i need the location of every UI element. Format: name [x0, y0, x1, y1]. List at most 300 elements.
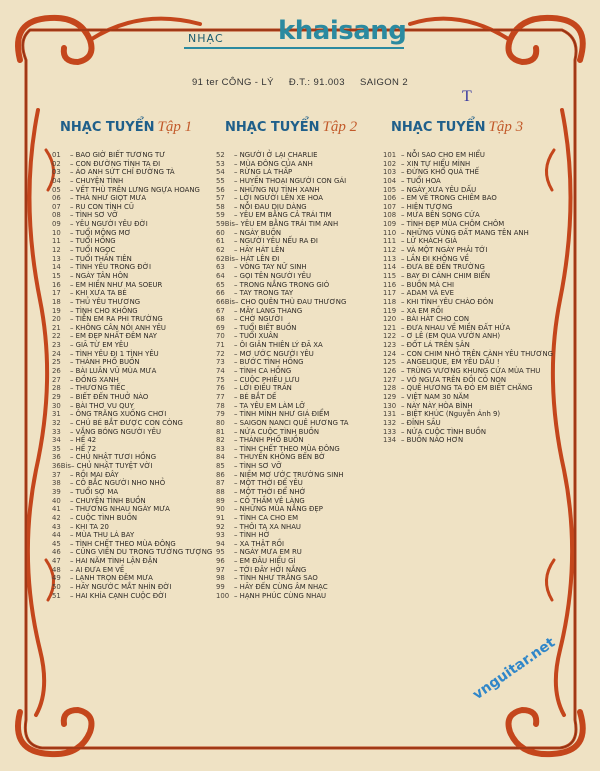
song-item: 13 – TUỔI THẦN TIÊN: [52, 254, 132, 263]
song-title: CŨNG VIỀN DU TRONG TƯỞNG TƯỢNG: [75, 548, 213, 557]
song-title: CHỦ NHẬT TUYỆT VỜI: [76, 462, 153, 471]
song-title: BAY ĐI CÁNH CHIM BIỂN: [406, 271, 490, 280]
song-number: 38: [52, 479, 61, 488]
song-number: 15: [52, 271, 61, 280]
song-title: NỖI SAO CHO EM HIỂU: [406, 151, 485, 159]
song-title: TÌNH ĐẸP MÙA CHÔM CHÔM: [406, 220, 505, 229]
song-number: 89: [216, 496, 225, 505]
song-title: ĐỈNH SẦU: [406, 418, 441, 427]
song-item: 41 – THƯƠNG NHAU NGÀY MƯA: [52, 505, 170, 514]
song-number: 112: [383, 246, 397, 255]
song-title: BÀI HÁT CHO CON: [406, 315, 470, 324]
song-title: HIỆN TƯỢNG: [406, 202, 453, 211]
song-number: 55: [216, 176, 225, 185]
song-title: KHÔNG CÂN NÓI ANH YÊU: [75, 323, 166, 332]
song-number: 86: [216, 470, 225, 479]
song-title: TA YÊU EM LÀM LỠ: [239, 401, 306, 410]
song-number: 115: [383, 271, 397, 280]
song-number: 95: [216, 548, 225, 557]
song-item: 80 – SAIGON NANCI QUÊ HƯƠNG TA: [216, 418, 349, 427]
song-title: XA EM RỒI: [406, 306, 443, 315]
logo-prefix: NHẠC: [188, 32, 224, 45]
song-title: HAI KHÍA CẠNH CUỘC ĐỜI: [75, 591, 167, 600]
song-item: 106 – EM VỀ TRONG CHIÊM BAO: [383, 194, 497, 203]
song-list-tap-2: [216, 151, 349, 600]
song-item: 51 – HAI KHÍA CẠNH CUỘC ĐỜI: [52, 591, 167, 600]
song-title: VÀ MỘT NGÀY PHẢI TỚI: [406, 246, 488, 255]
song-number: 63: [216, 263, 225, 272]
song-title: TIỄN EM RA PHI TRƯỜNG: [75, 315, 163, 324]
song-number: 36: [52, 453, 61, 462]
song-item: 88 – MỘT THỜI ĐỂ NHỚ: [216, 487, 306, 496]
song-title: ANGELIQUE, EM YÊU DẤU !: [406, 358, 500, 367]
song-item: 113 – LẦN ĐI KHÔNG VỀ: [383, 254, 469, 263]
song-title: THÀNH PHỐ BUỒN: [75, 358, 140, 367]
song-title: TUỔI HOA: [406, 176, 441, 185]
song-number: 110: [383, 228, 397, 237]
song-number: 104: [383, 176, 397, 185]
song-title: TUỔI NGỌC: [75, 246, 116, 255]
song-item: 14 – TÌNH YÊU TRONG ĐỜI: [52, 263, 151, 272]
song-item: 26 – BÀI LUÂN VŨ MÙA MƯA: [52, 367, 157, 376]
song-item: 67 – MÂY LANG THANG: [216, 306, 303, 315]
song-number: 82: [216, 436, 225, 445]
song-item: 94 – XA THẬT RỒI: [216, 539, 285, 548]
song-title: CON CHIM NHỎ TRÊN CÀNH YÊU THƯƠNG: [406, 349, 553, 358]
song-number: 37: [52, 470, 61, 479]
song-title: NỖI ĐAU DỊU DÀNG: [239, 202, 307, 211]
song-title: THƯƠNG TIẾC: [75, 384, 126, 393]
song-number: 123: [383, 341, 397, 350]
song-number: 102: [383, 159, 397, 168]
song-item: 102 – XIN TỰ HIỂU MÌNH: [383, 159, 471, 168]
song-title: ĐƯA NHAU VỀ MIỀN ĐẤT HỨA: [406, 323, 511, 332]
song-number: 126: [383, 367, 397, 376]
song-title: ÔI GIÂN THIÊN LÝ ĐÃ XA: [239, 341, 323, 350]
song-number: 101: [383, 151, 397, 159]
song-item: 68 – CHỜ NGƯỜI: [216, 315, 283, 324]
song-item: 59 – YÊU EM BẰNG CẢ TRÁI TIM: [216, 211, 332, 220]
song-number: 01: [52, 151, 61, 159]
song-number: 65: [216, 280, 225, 289]
song-title: VIỆT NAM 30 NĂM: [406, 392, 469, 401]
song-item: 97 – TỚI ĐÂY HỞI NẮNG: [216, 565, 307, 574]
song-number: 96: [216, 557, 225, 566]
song-number: 09: [52, 220, 61, 229]
song-item: 40 – CHUYỆN TÌNH BUỒN: [52, 496, 146, 505]
song-item: 60 – NGÀY BUỒN: [216, 228, 282, 237]
address-city: SAIGON 2: [359, 77, 409, 88]
song-title: ĐỪNG KHỔ QUÁ THẾ: [406, 168, 480, 177]
publisher-logo: [178, 16, 410, 60]
publisher-address: [0, 77, 600, 88]
song-number: 72: [216, 349, 225, 358]
song-title: THUYỀN KHÔNG BẾN BỜ: [239, 453, 326, 462]
song-item: 129 – VIỆT NAM 30 NĂM: [383, 392, 469, 401]
song-number: 87: [216, 479, 225, 488]
song-item: 66 – TAY TRONG TAY: [216, 289, 294, 298]
song-number: 44: [52, 531, 61, 540]
song-item: 128 – QUÊ HƯƠNG TA ĐÓ EM BIẾT CHĂNG: [383, 384, 533, 393]
song-title: TÌNH CHẾT THEO MÙA ĐÔNG: [239, 444, 340, 453]
song-item: 30 – BÀI THƠ VU QUY: [52, 401, 134, 410]
song-item: 82 – THÀNH PHỐ BUỒN: [216, 436, 304, 445]
song-number: 121: [383, 323, 397, 332]
song-number: 39: [52, 487, 61, 496]
song-item: 99 – HÃY ĐẾN CÙNG ÂM NHẠC: [216, 583, 328, 592]
song-number: 47: [52, 557, 61, 566]
song-title: EM ĐẸP NHẤT ĐÊM NAY: [75, 332, 157, 341]
song-item: 108 – MƯA BÊN SONG CỬA: [383, 211, 480, 220]
song-item: 39 – TUỔI SỢ MA: [52, 487, 119, 496]
song-title: CUỘC PHIÊU LƯU: [239, 375, 300, 384]
song-number: 130: [383, 401, 397, 410]
song-number: 46: [52, 548, 61, 557]
song-number: 66Bis: [216, 297, 235, 306]
song-item: 23 – GIÃ TỪ EM YÊU: [52, 341, 129, 350]
song-item: 04 – CHUYỆN TÌNH: [52, 176, 124, 185]
site-watermark: vnguitar.net: [470, 634, 559, 704]
song-number: 77: [216, 392, 225, 401]
song-number: 133: [383, 427, 397, 436]
song-number: 117: [383, 289, 397, 298]
song-item: 35 – HẾ 72: [52, 444, 97, 453]
song-item: 34 – HẾ 42: [52, 436, 97, 445]
song-title: TÌNH MÌNH NHƯ GIÁ ĐIỂM: [239, 410, 330, 419]
song-title: BIẾT ĐẾN THUỞ NÀO: [75, 392, 149, 401]
song-title: KHI XƯA TA BÉ: [75, 289, 127, 298]
song-list-tap-1: [52, 151, 212, 600]
song-item: 122 – Ơ LÊ (EM QUA VƯỜN ANH): [383, 332, 501, 341]
song-title: RU CON TÌNH CŨ: [75, 202, 134, 211]
song-item: 98 – TÌNH NHƯ TRĂNG SAO: [216, 574, 318, 583]
song-title: HUYỀN THOẠI NGƯỜI CON GÁI: [239, 176, 347, 185]
song-title: HẠNH PHÚC CÙNG NHAU: [239, 591, 327, 600]
song-item: 121 – ĐƯA NHAU VỀ MIỀN ĐẤT HỨA: [383, 323, 511, 332]
song-title: TÌNH YÊU TRONG ĐỜI: [75, 263, 151, 272]
song-number: 68: [216, 315, 225, 324]
song-item: 28 – THƯƠNG TIẾC: [52, 384, 126, 393]
song-item: 72 – MƠ ƯỚC NGƯỜI YÊU: [216, 349, 314, 358]
song-item: 133 – NỬA CUỘC TÌNH BUỒN: [383, 427, 487, 436]
song-title: EM HIỀN NHƯ MA SOEUR: [75, 280, 163, 289]
heading-tap-2: NHẠC TUYỂN Tập 2: [225, 119, 358, 135]
song-number: 76: [216, 384, 225, 393]
song-title: VẮNG BÓNG NGƯỜI YÊU: [75, 427, 161, 436]
song-number: 31: [52, 410, 61, 419]
song-item: 33 – VẮNG BÓNG NGƯỜI YÊU: [52, 427, 161, 436]
song-title: NÀY NÀY HÒA BÌNH: [406, 401, 473, 410]
song-title: BƯỚC TÌNH HỒNG: [239, 358, 304, 367]
song-title: TÌNH SƠ VỠ: [75, 211, 119, 220]
song-title: TAY TRONG TAY: [239, 289, 294, 298]
song-item: 125 – ANGELIQUE, EM YÊU DẤU !: [383, 358, 500, 367]
song-number: 43: [52, 522, 61, 531]
song-number: 50: [52, 583, 61, 592]
song-item: 10 – TUỔI MỘNG MƠ: [52, 228, 131, 237]
song-number: 10: [52, 228, 61, 237]
song-number: 11: [52, 237, 61, 246]
song-title: VẾT THÙ TRÊN LƯNG NGỰA HOANG: [75, 185, 200, 194]
song-number: 122: [383, 332, 397, 341]
song-title: MÙA THU LÁ BAY: [75, 531, 135, 540]
song-item: 119 – XA EM RỒI: [383, 306, 443, 315]
song-item: 53 – MÙA ĐÔNG CỦA ANH: [216, 159, 313, 168]
song-title: GỌI TÊN NGƯỜI YÊU: [239, 271, 312, 280]
song-title: NGÀY BUỒN: [239, 228, 282, 237]
song-title: TÌNH HỞ: [239, 531, 270, 540]
song-number: 116: [383, 280, 397, 289]
song-number: 16: [52, 280, 61, 289]
song-number: 52: [216, 151, 225, 159]
song-number: 20: [52, 315, 61, 324]
song-item: 05 – VẾT THÙ TRÊN LƯNG NGỰA HOANG: [52, 185, 200, 194]
song-item: 124 – CON CHIM NHỎ TRÊN CÀNH YÊU THƯƠNG: [383, 349, 553, 358]
song-number: 53: [216, 159, 225, 168]
song-list-tap-3: [383, 151, 553, 445]
song-item: 06 – THÀ NHƯ GIỌT MƯA: [52, 194, 147, 203]
heading-tap-3: NHẠC TUYỂN Tập 3: [391, 119, 524, 135]
song-number: 29: [52, 392, 61, 401]
song-title: TỚI ĐÂY HỞI NẮNG: [239, 565, 307, 574]
song-title: NGƯỜI Ở LẠI CHARLIE: [239, 151, 318, 159]
song-item: 66Bis– CHO QUÊN THÙ ĐAU THƯƠNG: [216, 297, 347, 306]
song-title: AI ĐƯA EM VỀ: [75, 565, 125, 574]
song-title: BÀI THƠ VU QUY: [75, 401, 134, 410]
song-number: 22: [52, 332, 61, 341]
song-item: 117 – ADAM VÀ EVE: [383, 289, 454, 298]
song-number: 70: [216, 332, 225, 341]
song-title: HÃY HÁT LÊN: [239, 246, 285, 255]
song-item: 90 – NHỮNG MÙA NẮNG ĐẸP: [216, 505, 323, 514]
song-number: 62Bis: [216, 254, 235, 263]
song-title: NHỮNG NỤ TÌNH XANH: [239, 185, 320, 194]
song-number: 90: [216, 505, 225, 514]
song-title: TÌNH SƠ VỠ: [239, 462, 283, 471]
song-title: MƯA BÊN SONG CỬA: [406, 211, 480, 220]
song-item: 93 – TÌNH HỞ: [216, 531, 270, 540]
song-item: 112 – VÀ MỘT NGÀY PHẢI TỚI: [383, 246, 488, 255]
song-number: 98: [216, 574, 225, 583]
song-item: 114 – ĐƯA BÉ ĐẾN TRƯỜNG: [383, 263, 485, 272]
song-item: 02 – CON ĐƯỜNG TÌNH TA ĐI: [52, 159, 161, 168]
song-title: TRONG NẮNG TRONG GIÓ: [239, 280, 330, 289]
song-number: 28: [52, 384, 61, 393]
song-number: 34: [52, 436, 61, 445]
song-number: 13: [52, 254, 61, 263]
song-number: 124: [383, 349, 397, 358]
song-title: MỘT THỜI ĐỂ YÊU: [239, 479, 303, 488]
song-item: 91 – TÌNH CA CHO EM: [216, 513, 299, 522]
song-number: 120: [383, 315, 397, 324]
song-number: 07: [52, 202, 61, 211]
song-number: 03: [52, 168, 61, 177]
song-number: 100: [216, 591, 230, 600]
song-item: 44 – MÙA THU LÁ BAY: [52, 531, 135, 540]
song-number: 80: [216, 418, 225, 427]
song-title: MÂY LANG THANG: [239, 306, 303, 315]
song-title: TUỔI SỢ MA: [75, 487, 119, 496]
song-title: TÌNH CA HỒNG: [239, 367, 292, 376]
song-number: 134: [383, 436, 397, 445]
song-item: 118 – KHI TÌNH YÊU CHÀO ĐÓN: [383, 297, 494, 306]
song-item: 21 – KHÔNG CÂN NÓI ANH YÊU: [52, 323, 166, 332]
song-number: 131: [383, 410, 397, 419]
song-number: 74: [216, 367, 225, 376]
song-title: NGÀY MƯA EM RU: [239, 548, 302, 557]
song-number: 35: [52, 444, 61, 453]
song-title: XA THẬT RỒI: [239, 539, 285, 548]
song-title: BÀI LUÂN VŨ MÙA MƯA: [75, 367, 157, 376]
song-number: 64: [216, 271, 225, 280]
song-title: Ơ LÊ (EM QUA VƯỜN ANH): [406, 332, 501, 341]
song-title: BIỆT KHÚC (Nguyễn Ánh 9): [406, 410, 501, 419]
song-item: 12 – TUỔI NGỌC: [52, 246, 116, 255]
song-title: TÌNH NHƯ TRĂNG SAO: [239, 574, 318, 583]
song-title: CÔ BẮC NGƯỜI NHO NHỎ: [75, 479, 166, 488]
logo-brand: khaisang: [278, 16, 407, 46]
song-number: 19: [52, 306, 61, 315]
song-title: NGƯỜI YÊU NẾU RA ĐI: [239, 237, 318, 246]
song-item: 29 – BIẾT ĐẾN THUỞ NÀO: [52, 392, 149, 401]
song-title: BÉ BẮT DẾ: [239, 392, 277, 401]
song-item: 19 – TÌNH CHO KHÔNG: [52, 306, 138, 315]
song-number: 105: [383, 185, 397, 194]
song-number: 24: [52, 349, 61, 358]
song-title: QUÊ HƯƠNG TA ĐÓ EM BIẾT CHĂNG: [406, 384, 533, 393]
song-number: 59: [216, 211, 225, 220]
song-title: HÃY ĐẾN CÙNG ÂM NHẠC: [239, 583, 328, 592]
song-number: 49: [52, 574, 61, 583]
song-item: 43 – KHI TA 20: [52, 522, 109, 531]
song-item: 59Bis– YÊU EM BẰNG TRÁI TIM ANH: [216, 220, 339, 229]
song-number: 92: [216, 522, 225, 531]
song-item: 86 – NIỀM MƠ ƯỚC TRƯỜNG SINH: [216, 470, 344, 479]
song-title: RỪNG LÁ THẤP: [239, 168, 293, 177]
song-title: LẦN ĐI KHÔNG VỀ: [406, 254, 469, 263]
song-title: LỜI ĐIỀU TRẦN: [239, 384, 292, 393]
song-number: 51: [52, 591, 61, 600]
song-number: 81: [216, 427, 225, 436]
song-title: MƠ ƯỚC NGƯỜI YÊU: [239, 349, 314, 358]
song-title: CHỜ NGƯỜI: [239, 315, 283, 324]
song-title: KHI TA 20: [75, 522, 109, 531]
song-item: 81 – NỬA CUỘC TÌNH BUỒN: [216, 427, 320, 436]
song-title: GIÃ TỪ EM YÊU: [75, 341, 129, 350]
song-title: TUỔI BIẾT BUỒN: [239, 323, 297, 332]
song-title: TUỔI MỘNG MƠ: [75, 228, 131, 237]
song-number: 114: [383, 263, 397, 272]
song-item: 134 – BUỒN NÀO HƠN: [383, 436, 464, 445]
song-item: 38 – CÔ BẮC NGƯỜI NHO NHỎ: [52, 479, 166, 488]
song-item: 57 – LỜI NGƯỜI LÊN XE HOA: [216, 194, 323, 203]
song-title: TUỔI THẦN TIÊN: [75, 254, 132, 263]
song-item: 47 – HAI NĂM TÌNH LẬN ĐẬN: [52, 557, 158, 566]
song-number: 48: [52, 565, 61, 574]
song-title: RỒI MAI ĐÂY: [75, 470, 119, 479]
song-item: 104 – TUỔI HOA: [383, 176, 441, 185]
song-number: 125: [383, 358, 397, 367]
song-item: 127 – VÓ NGỰA TRÊN ĐỒI CỎ NON: [383, 375, 506, 384]
song-item: 74 – TÌNH CA HỒNG: [216, 367, 292, 376]
song-title: TÌNH YÊU ĐI 1 TÌNH YÊU: [75, 349, 159, 358]
song-item: 55 – HUYỀN THOẠI NGƯỜI CON GÁI: [216, 176, 347, 185]
song-item: 31 – ÔNG TRĂNG XUỐNG CHƠI: [52, 410, 167, 419]
song-number: 75: [216, 375, 225, 384]
song-title: TUỔI XUÂN: [239, 332, 279, 341]
song-title: YÊU EM BẰNG CẢ TRÁI TIM: [239, 211, 332, 220]
song-number: 113: [383, 254, 397, 263]
song-number: 78: [216, 401, 225, 410]
address-phone: Đ.T.: 91.003: [288, 77, 345, 88]
song-item: 100 – HẠNH PHÚC CÙNG NHAU: [216, 591, 327, 600]
song-title: TRÙNG VƯƠNG KHUNG CỬA MÙA THU: [406, 367, 541, 376]
song-title: MỘT THỜI ĐỂ NHỚ: [239, 487, 306, 496]
song-number: 08: [52, 211, 61, 220]
song-title: CHÚ BÉ BẮT ĐƯỢC CON CÒNG: [75, 418, 183, 427]
song-title: BAO GIỜ BIẾT TƯƠNG TƯ: [75, 151, 166, 159]
song-title: NHỮNG VÙNG ĐẤT MANG TÊN ANH: [406, 228, 529, 237]
song-item: 76 – LỜI ĐIỀU TRẦN: [216, 384, 292, 393]
song-item: 131 – BIỆT KHÚC (Nguyễn Ánh 9): [383, 410, 501, 419]
song-number: 60: [216, 228, 225, 237]
song-item: 08 – TÌNH SƠ VỠ: [52, 211, 119, 220]
song-item: 62Bis– HÁT LÊN ĐI: [216, 254, 280, 263]
song-title: LẠNH TRỌN ĐÊM MƯA: [75, 574, 153, 583]
song-item: 65 – TRONG NẮNG TRONG GIÓ: [216, 280, 330, 289]
song-item: 73 – BƯỚC TÌNH HỒNG: [216, 358, 304, 367]
song-item: 61 – NGƯỜI YÊU NẾU RA ĐI: [216, 237, 318, 246]
song-number: 91: [216, 513, 225, 522]
song-item: 84 – THUYỀN KHÔNG BẾN BỜ: [216, 453, 326, 462]
song-number: 94: [216, 539, 225, 548]
song-number: 33: [52, 427, 61, 436]
song-number: 54: [216, 168, 225, 177]
song-item: 101 – NỖI SAO CHO EM HIỂU: [383, 151, 485, 159]
song-title: ĐỒNG XANH: [75, 375, 119, 384]
song-number: 99: [216, 583, 225, 592]
song-title: KHI TÌNH YÊU CHÀO ĐÓN: [406, 297, 494, 306]
song-number: 18: [52, 297, 61, 306]
song-title: EM VỀ TRONG CHIÊM BAO: [406, 194, 497, 203]
song-item: 63 – VÒNG TAY NỮ SINH: [216, 263, 307, 272]
song-title: HẾ 72: [75, 444, 97, 453]
song-number: 67: [216, 306, 225, 315]
song-item: 18 – THỦ YÊU THƯƠNG: [52, 297, 141, 306]
song-item: 01 – BAO GIỜ BIẾT TƯƠNG TƯ: [52, 151, 166, 159]
song-title: CHỦ NHẬT TƯƠI HỒNG: [75, 453, 157, 462]
song-item: 92 – THÔI TA XA NHAU: [216, 522, 301, 531]
song-number: 128: [383, 384, 397, 393]
song-number: 118: [383, 297, 397, 306]
song-title: TÌNH CHO KHÔNG: [75, 306, 138, 315]
song-title: THÀNH PHỐ BUỒN: [239, 436, 304, 445]
song-title: MÙA ĐÔNG CỦA ANH: [239, 159, 313, 168]
song-title: YÊU NGƯỜI YÊU ĐỜI: [75, 220, 148, 229]
song-title: NỬA CUỘC TÌNH BUỒN: [239, 427, 320, 436]
song-title: TÌNH CA CHO EM: [239, 513, 299, 522]
song-item: 54 – RỪNG LÁ THẤP: [216, 168, 293, 177]
song-title: TUỔI HỒNG: [75, 237, 116, 246]
song-item: 96 – EM ĐÂU HIỂU GÌ: [216, 557, 296, 566]
song-title: CHO QUÊN THÙ ĐAU THƯƠNG: [240, 297, 347, 306]
song-title: BUỒN MÀ CHI: [406, 280, 455, 289]
song-number: 27: [52, 375, 61, 384]
song-item: 70 – TUỔI XUÂN: [216, 332, 279, 341]
song-number: 84: [216, 453, 225, 462]
song-item: 25 – THÀNH PHỐ BUỒN: [52, 358, 140, 367]
song-number: 119: [383, 306, 397, 315]
